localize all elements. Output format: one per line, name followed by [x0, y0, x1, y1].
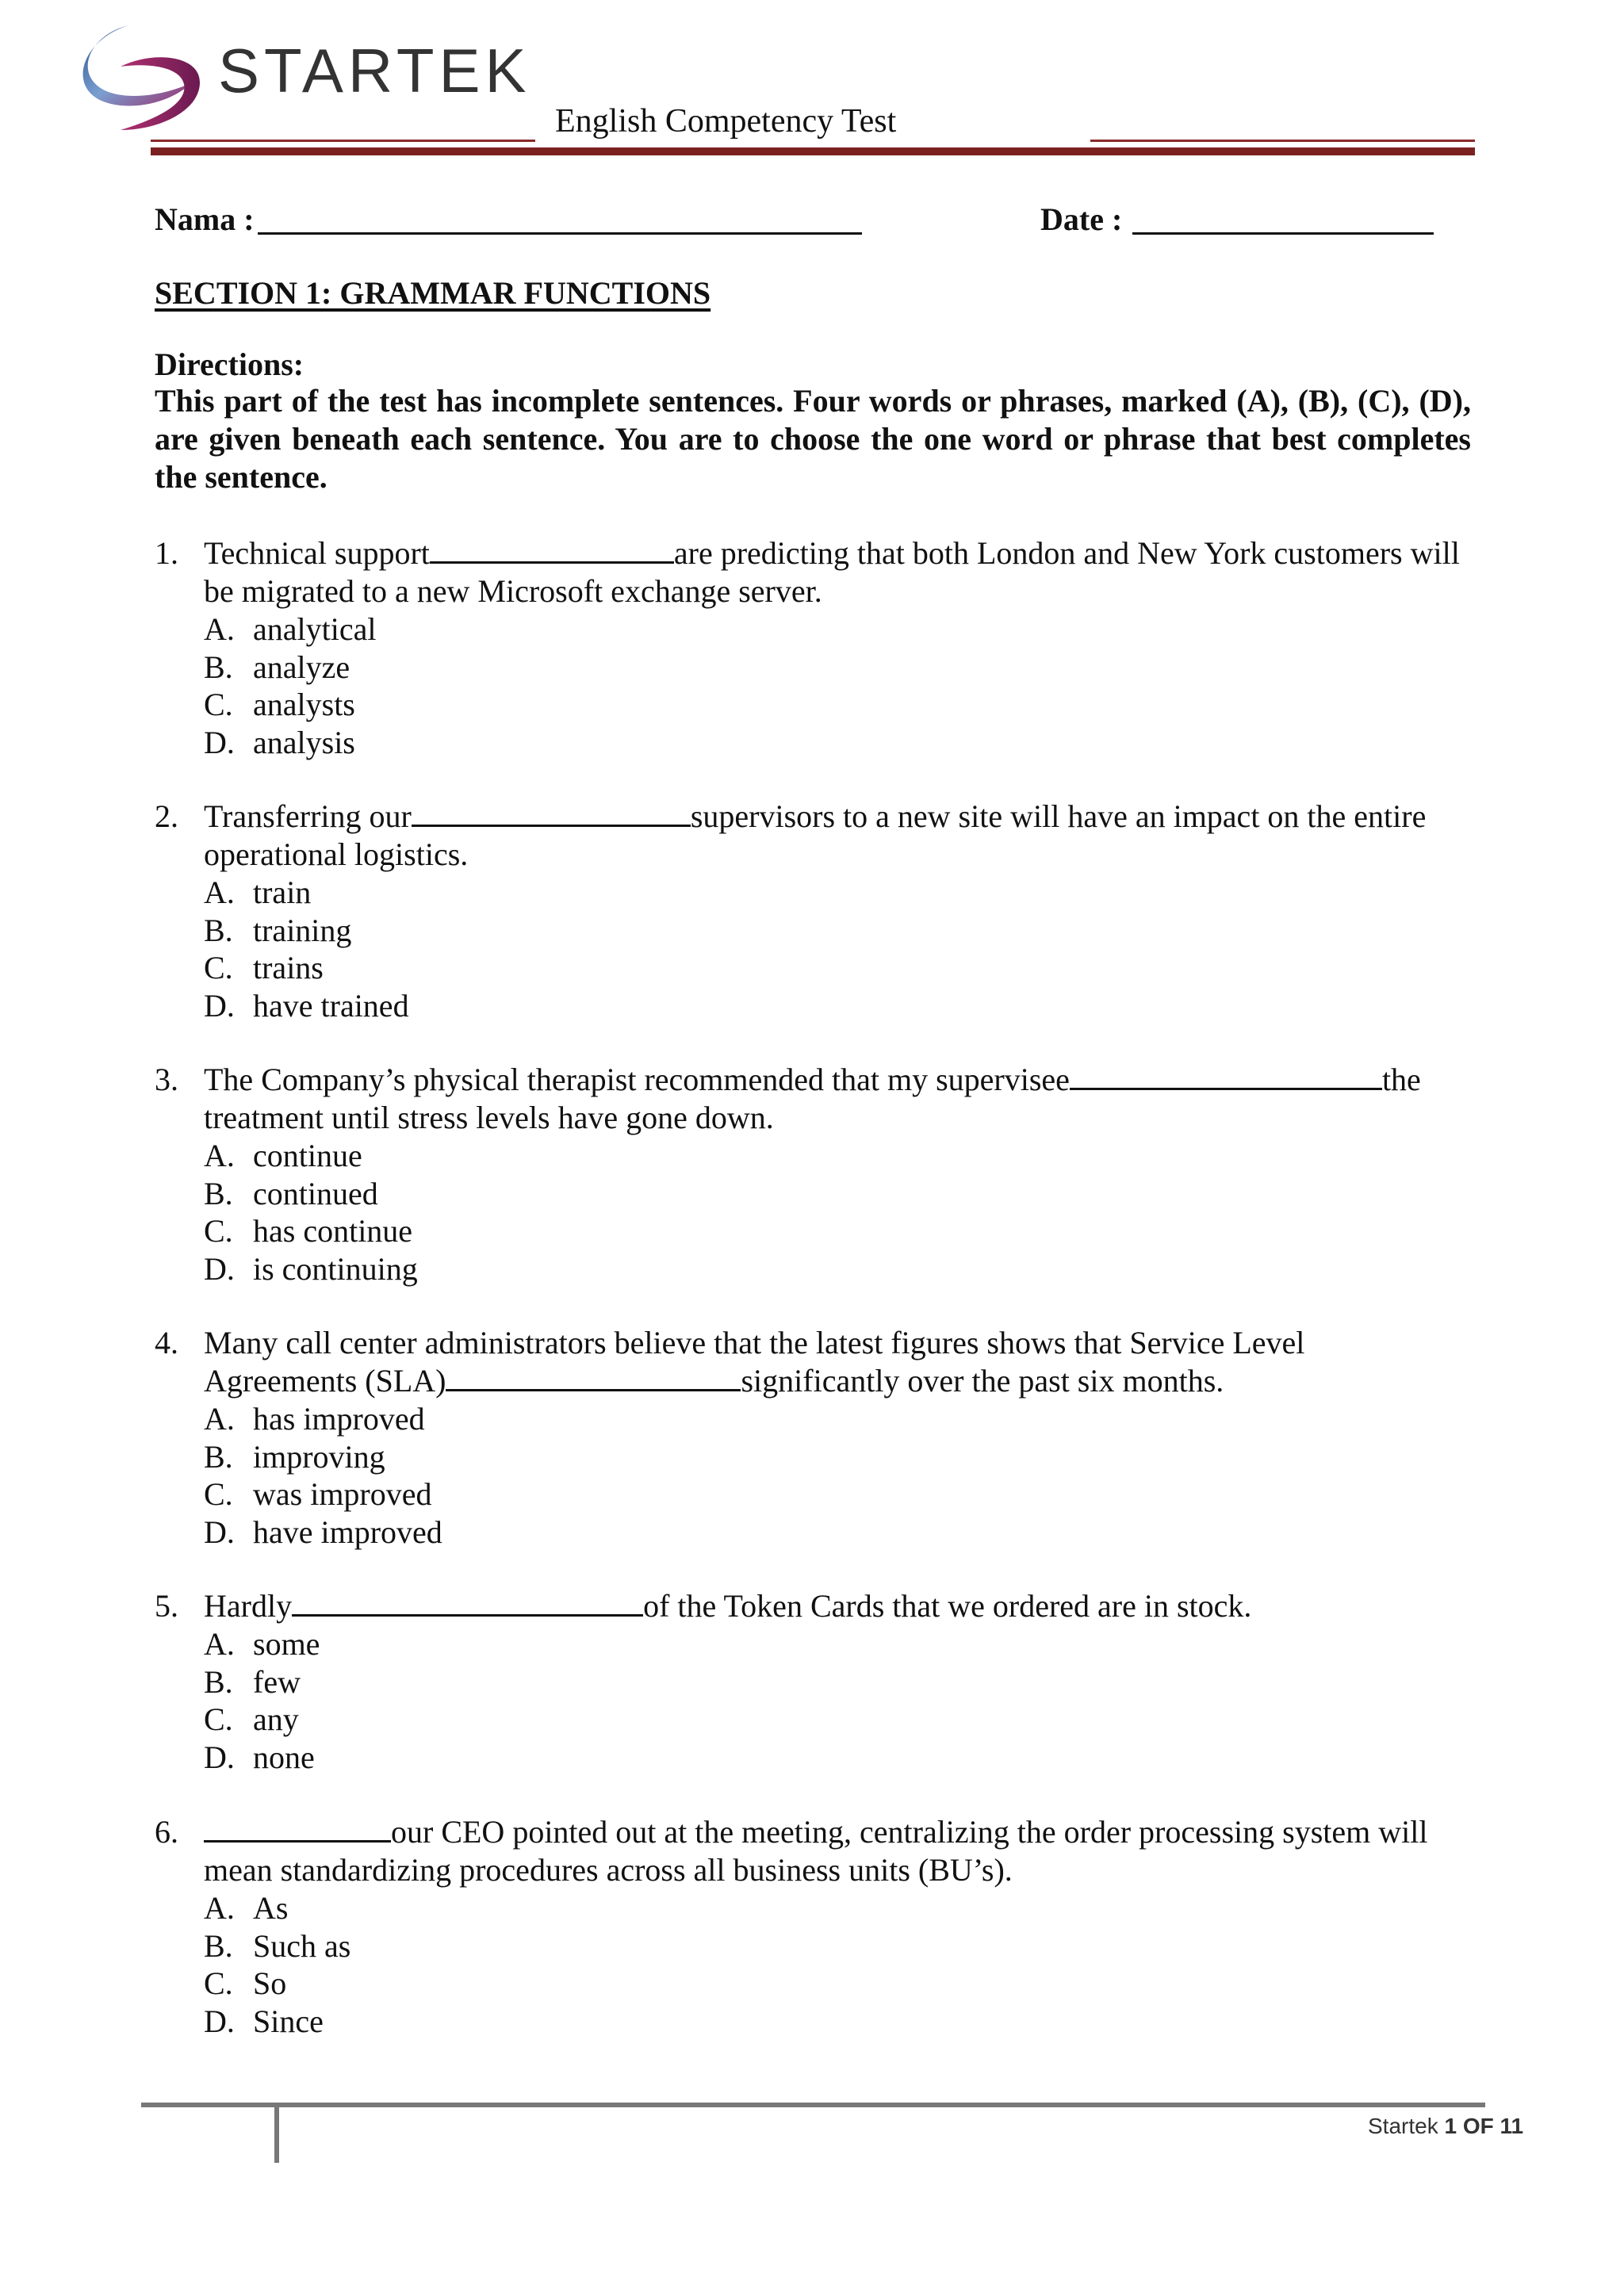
question-text: [204, 1061, 1487, 1137]
answer-option[interactable]: D. analysis: [204, 724, 355, 760]
directions-heading: Directions:: [155, 346, 304, 382]
header-rule-left: [151, 140, 535, 142]
question-text-before: Many call center administrators believe that the latest figures shows that Service Level Agreements (SLA): [204, 1325, 1305, 1399]
question-text-after: our CEO pointed out at the meeting, centralizing the order processing system will mean standardizing procedures across all business units (BU’s).: [204, 1814, 1428, 1888]
answer-option[interactable]: B. training: [204, 912, 352, 948]
answer-option[interactable]: C. So: [204, 1965, 287, 2001]
question-text-before: The Company’s physical therapist recommended that my supervisee: [204, 1062, 1070, 1097]
question-5: [155, 1587, 1487, 1776]
page-footer: [1368, 2115, 1523, 2137]
answer-option[interactable]: C. was improved: [204, 1476, 432, 1512]
answer-option[interactable]: D. Since: [204, 2003, 324, 2039]
answer-option[interactable]: A. train: [204, 874, 312, 910]
question-text: [204, 1324, 1441, 1400]
answer-option[interactable]: C. analysts: [204, 687, 355, 722]
question-text-after: the treatment until stress levels have gone down.: [204, 1062, 1421, 1135]
date-field[interactable]: [1132, 232, 1434, 235]
question-text: [204, 534, 1487, 610]
directions-text: This part of the test has incomplete sentences. Four words or phrases, marked (A), (B), (C), (D), are given beneath each sentence. You are to choose the one word or phrase that best completes the sentence.: [155, 383, 1471, 495]
page-number: 1 OF 11: [1444, 2114, 1524, 2138]
answer-option[interactable]: C. any: [204, 1701, 299, 1737]
question-1: [155, 534, 1487, 761]
answer-blank: [1070, 1061, 1382, 1090]
answer-blank: [430, 534, 674, 564]
question-text-after: of the Token Cards that we ordered are in stock.: [643, 1588, 1252, 1624]
name-label: Nama :: [155, 201, 255, 237]
answer-option[interactable]: D. have improved: [204, 1513, 442, 1550]
footer-rule: [141, 2103, 1485, 2107]
question-text: [204, 798, 1487, 874]
answer-option[interactable]: D. is continuing: [204, 1250, 418, 1287]
question-4: [155, 1324, 1487, 1551]
document-title: English Competency Test: [555, 103, 897, 140]
answer-option[interactable]: A. As: [204, 1890, 289, 1926]
question-text: [204, 1813, 1487, 1889]
answer-option[interactable]: A. continue: [204, 1138, 362, 1173]
question-number: 6.: [155, 1814, 178, 1850]
question-number: 5.: [155, 1588, 178, 1624]
footer-company: Startek: [1368, 2114, 1438, 2138]
question-number: 3.: [155, 1062, 178, 1097]
question-6: [155, 1813, 1487, 2040]
answer-option[interactable]: A. analytical: [204, 611, 377, 647]
answer-blank: [204, 1813, 391, 1843]
question-number: 2.: [155, 798, 178, 834]
question-2: [155, 798, 1487, 1024]
question-text-after: supervisors to a new site will have an impact on the entire operational logistics.: [204, 798, 1427, 872]
header-rule-right: [1090, 140, 1475, 142]
footer-tick: [274, 2103, 279, 2163]
answer-option[interactable]: B. improving: [204, 1438, 385, 1475]
question-text-before: Transferring our: [204, 798, 412, 834]
question-text-before: Technical support: [204, 535, 430, 571]
name-field[interactable]: [258, 232, 862, 235]
answer-option[interactable]: A. has improved: [204, 1401, 425, 1437]
answer-blank: [412, 798, 691, 827]
startek-swirl-icon: [73, 19, 216, 138]
answer-option[interactable]: B. few: [204, 1663, 301, 1700]
answer-option[interactable]: B. continued: [204, 1175, 378, 1211]
question-text-before: Hardly: [204, 1588, 293, 1624]
question-number: 4.: [155, 1325, 178, 1360]
answer-blank: [292, 1587, 643, 1617]
answer-option[interactable]: C. has continue: [204, 1213, 413, 1249]
question-number: 1.: [155, 535, 178, 571]
question-text-after: significantly over the past six months.: [741, 1363, 1224, 1399]
date-label: Date :: [1040, 201, 1123, 237]
answer-option[interactable]: A. some: [204, 1626, 320, 1662]
answer-option[interactable]: B. analyze: [204, 649, 350, 685]
question-text: [204, 1587, 1487, 1625]
answer-blank: [446, 1362, 741, 1391]
section-title: SECTION 1: GRAMMAR FUNCTIONS: [155, 275, 711, 311]
question-text-after: are predicting that both London and New York customers will be migrated to a new Microsoft exchange server.: [204, 535, 1460, 609]
answer-option[interactable]: C. trains: [204, 950, 324, 985]
answer-option[interactable]: B. Such as: [204, 1927, 351, 1964]
header-rule-thick: [151, 147, 1475, 155]
answer-option[interactable]: D. have trained: [204, 987, 409, 1024]
question-3: [155, 1061, 1487, 1288]
answer-option[interactable]: D. none: [204, 1739, 315, 1775]
brand-name: STARTEK: [218, 36, 531, 105]
